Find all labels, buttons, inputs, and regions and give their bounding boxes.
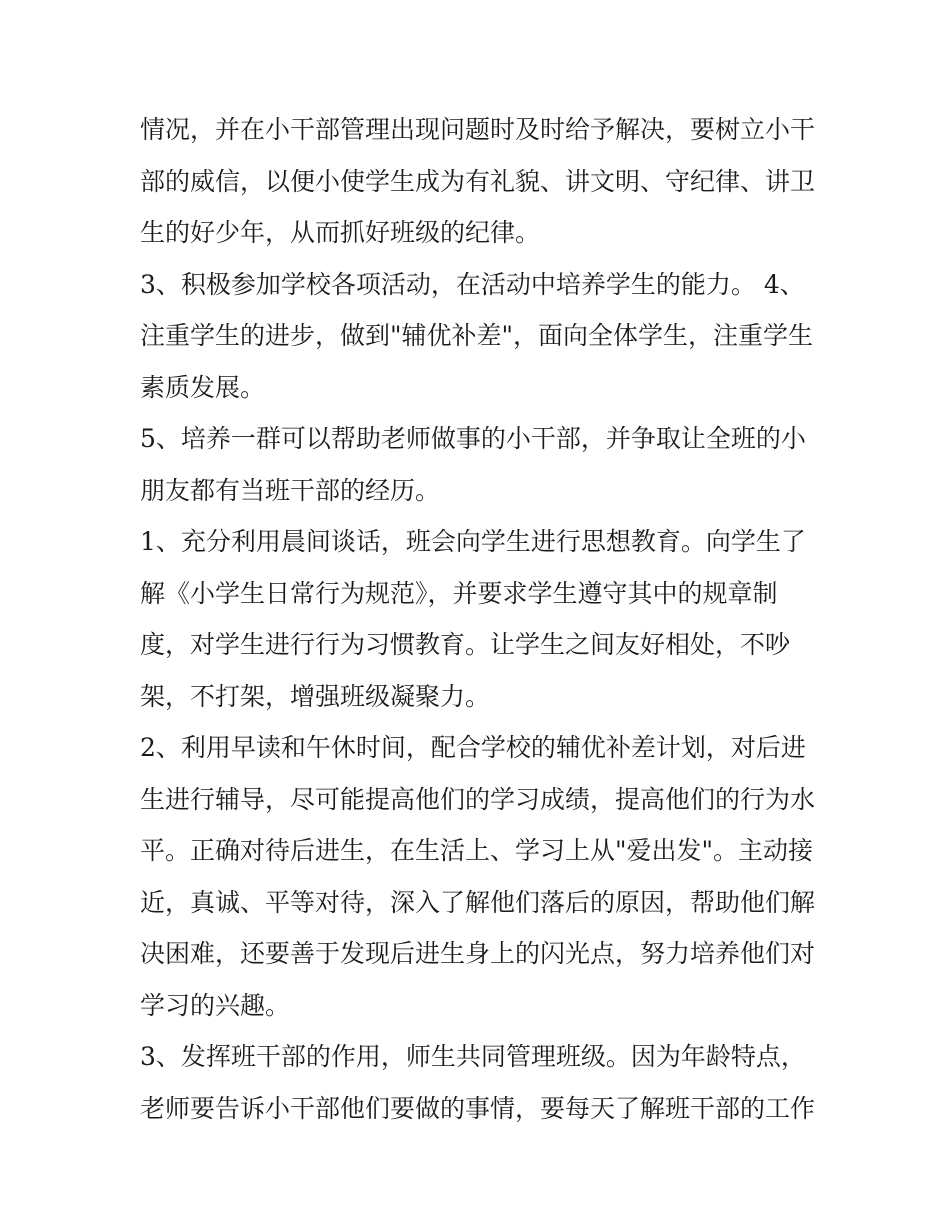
text-line: 解《小学生日常行为规范》，并要求学生遵守其中的规章制 — [140, 578, 778, 608]
text-line: 3、积极参加学校各项活动，在活动中培养学生的能力。 4、 — [140, 269, 805, 299]
text-line: 素质发展。 — [140, 372, 266, 402]
text-line: 3、发挥班干部的作用，师生共同管理班级。因为年龄特点， — [140, 1042, 806, 1071]
paragraph-measure-1 — [140, 516, 820, 722]
paragraph-measure-3 — [140, 1031, 820, 1134]
text-line: 生进行辅导，尽可能提高他们的学习成绩，提高他们的行为水 — [140, 784, 816, 814]
text-line: 决困难，还要善于发现后进生身上的闪光点，努力培养他们对 — [140, 939, 816, 968]
paragraph-measure-2 — [140, 722, 820, 1031]
text-line: 朋友都有当班干部的经历。 — [140, 475, 441, 505]
text-line: 注重学生的进步，做到"辅优补差"，面向全体学生，注重学生 — [140, 321, 814, 350]
text-line: 老师要告诉小干部他们要做的事情，要每天了解班干部的工作 — [140, 1093, 816, 1123]
paragraph-class-cadre-authority — [140, 104, 820, 259]
text-line: 学习的兴趣。 — [140, 990, 291, 1020]
text-line: 生的好少年，从而抓好班级的纪律。 — [140, 218, 541, 247]
text-line: 1、充分利用晨间谈话，班会向学生进行思想教育。向学生了 — [140, 527, 806, 556]
text-line: 情况，并在小干部管理出现问题时及时给予解决，要树立小干 — [140, 115, 816, 144]
document-body — [140, 104, 820, 1134]
text-line: 部的威信，以便小使学生成为有礼貌、讲文明、守纪律、讲卫 — [140, 166, 816, 196]
text-line: 近，真诚、平等对待，深入了解他们落后的原因，帮助他们解 — [140, 887, 816, 917]
text-line: 2、利用早读和午休时间，配合学校的辅优补差计划，对后进 — [140, 733, 806, 762]
text-line: 5、培养一群可以帮助老师做事的小干部，并争取让全班的小 — [140, 424, 806, 453]
text-line: 架，不打架，增强班级凝聚力。 — [140, 681, 491, 711]
text-line: 平。正确对待后进生，在生活上、学习上从"爱出发"。主动接 — [140, 836, 814, 865]
text-line: 度，对学生进行行为习惯教育。让学生之间友好相处，不吵 — [140, 630, 791, 659]
paragraph-item-5 — [140, 413, 820, 516]
paragraph-item-3-4 — [140, 259, 820, 414]
